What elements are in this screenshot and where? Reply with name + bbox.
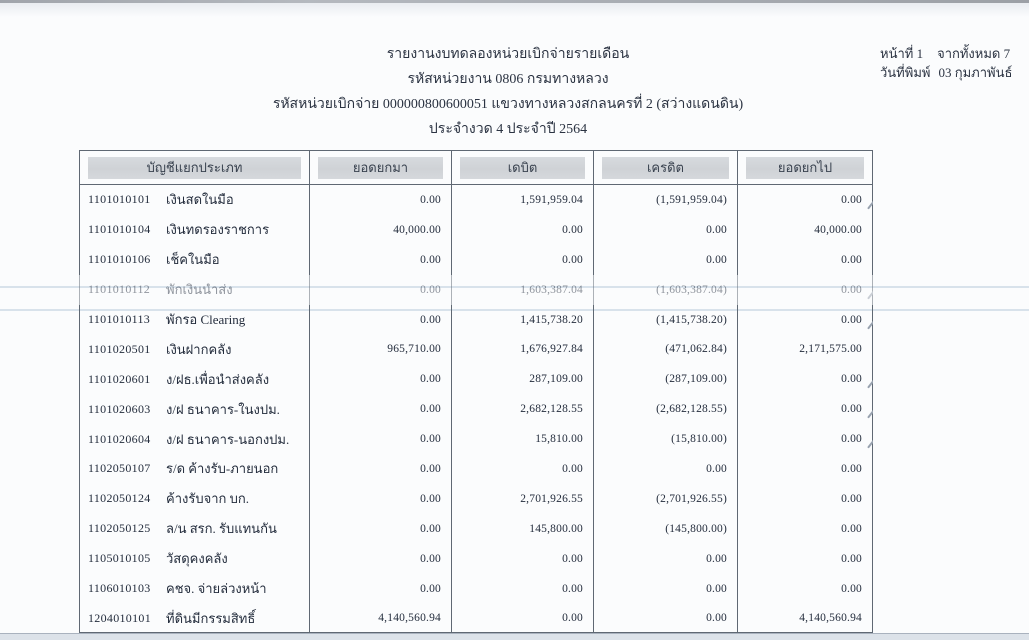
account-code: 1101020604 xyxy=(88,431,151,446)
account-cell xyxy=(79,394,310,424)
debit-amount: 0.00 xyxy=(452,245,594,275)
account-code: 1106010103 xyxy=(88,581,151,596)
table-row xyxy=(79,364,873,394)
balance-amount: 0.00 xyxy=(738,185,873,215)
column-header-label: ยอดยกไป xyxy=(746,157,864,179)
debit-amount: 2,701,926.55 xyxy=(452,484,594,514)
credit-amount: 0.00 xyxy=(594,454,738,484)
account-code: 1101010106 xyxy=(88,252,151,267)
header-cell-debit xyxy=(452,151,594,184)
account-cell xyxy=(79,544,310,574)
table-row xyxy=(79,544,873,574)
carry-forward-amount: 40,000.00 xyxy=(310,215,452,245)
debit-amount: 1,676,927.84 xyxy=(452,334,594,364)
carry-forward-amount: 0.00 xyxy=(310,514,452,544)
debit-amount: 1,603,387.04 xyxy=(452,275,594,305)
balance-amount: 0.00 xyxy=(738,514,873,544)
account-name: เงินสดในมือ xyxy=(166,192,234,208)
carry-forward-amount: 0.00 xyxy=(310,305,452,335)
table-row xyxy=(79,215,873,245)
account-name: ง/ฝ ธนาคาร-ในงปม. xyxy=(166,401,280,417)
table-bottom-border xyxy=(79,632,873,633)
account-name: เงินทดรองราชการ xyxy=(166,222,270,238)
credit-amount: (1,603,387.04) xyxy=(594,275,738,305)
account-cell xyxy=(79,334,310,364)
debit-amount: 1,415,738.20 xyxy=(452,305,594,335)
account-cell xyxy=(79,215,310,245)
account-cell xyxy=(79,364,310,394)
account-code: 1102050107 xyxy=(88,461,151,476)
balance-amount: 0.00 xyxy=(738,454,873,484)
balance-amount: 0.00 xyxy=(738,305,873,335)
table-row xyxy=(79,334,873,364)
balance-amount: 4,140,560.94 xyxy=(738,603,873,633)
carry-forward-amount: 0.00 xyxy=(310,394,452,424)
credit-amount: (287,109.00) xyxy=(594,364,738,394)
account-code: 1105010105 xyxy=(88,551,151,566)
page-total: จากทั้งหมด 7 xyxy=(937,46,1011,61)
balance-amount: 0.00 xyxy=(738,544,873,574)
carry-forward-amount: 0.00 xyxy=(310,454,452,484)
account-code: 1101010104 xyxy=(88,222,151,237)
account-cell xyxy=(79,454,310,484)
balance-amount: 0.00 xyxy=(738,245,873,275)
account-code: 1101010113 xyxy=(88,312,151,326)
credit-amount: (1,415,738.20) xyxy=(594,305,738,335)
table-row xyxy=(79,305,873,335)
debit-amount: 145,800.00 xyxy=(452,514,594,544)
account-code: 1101010101 xyxy=(88,192,151,207)
balance-amount: 0.00 xyxy=(738,484,873,514)
debit-amount: 0.00 xyxy=(452,603,594,633)
account-cell xyxy=(79,603,310,633)
account-code: 1101020501 xyxy=(88,341,151,356)
page-info xyxy=(880,44,1025,82)
debit-amount: 0.00 xyxy=(452,454,594,484)
table-row xyxy=(79,185,873,215)
page-number: หน้าที่ 1 xyxy=(880,46,924,61)
table-row xyxy=(79,454,873,484)
account-name: เงินฝากคลัง xyxy=(166,341,232,357)
account-code: 1101010112 xyxy=(88,282,151,297)
debit-amount: 2,682,128.55 xyxy=(452,394,594,424)
account-cell xyxy=(79,424,310,454)
account-cell xyxy=(79,574,310,604)
carry-forward-amount: 4,140,560.94 xyxy=(310,603,452,633)
balance-amount: 40,000.00 xyxy=(738,215,873,245)
carry-forward-amount: 0.00 xyxy=(310,574,452,604)
table-row xyxy=(79,514,873,544)
account-name: วัสดุคงคลัง xyxy=(166,551,228,567)
column-header-label: เดบิต xyxy=(460,157,585,179)
table-row xyxy=(79,484,873,514)
account-code: 1204010101 xyxy=(88,610,151,625)
column-header-label: เครดิต xyxy=(602,157,729,179)
print-date-line xyxy=(880,63,1025,82)
disbursement-unit-line: รหัสหน่วยเบิกจ่าย 000000800600051 แขวงทางหลวงสกลนครที่ 2 (สว่างแดนดิน) xyxy=(272,97,744,112)
table-row xyxy=(79,275,873,305)
credit-amount: (2,701,926.55) xyxy=(594,484,738,514)
account-name: พักเงินนำส่ง xyxy=(166,282,233,298)
table-body xyxy=(79,185,873,633)
balance-amount: 0.00 xyxy=(738,424,873,454)
account-code: 1102050125 xyxy=(88,521,151,536)
account-name: เช็คในมือ xyxy=(166,252,220,268)
credit-amount: (145,800.00) xyxy=(594,514,738,544)
account-cell xyxy=(79,245,310,275)
credit-amount: (15,810.00) xyxy=(594,424,738,454)
trial-balance-table xyxy=(79,150,873,633)
credit-amount: 0.00 xyxy=(594,245,738,275)
carry-forward-amount: 0.00 xyxy=(310,245,452,275)
account-cell xyxy=(79,514,310,544)
table-header-row xyxy=(79,150,873,185)
account-name: ง/ฝธ.เพื่อนำส่งคลัง xyxy=(166,371,270,387)
account-cell xyxy=(79,484,310,514)
table-row xyxy=(79,245,873,275)
credit-amount: (2,682,128.55) xyxy=(594,394,738,424)
header-cell-carry-forward xyxy=(310,151,452,184)
column-header-label: ยอดยกมา xyxy=(318,157,443,179)
account-name: คชจ. จ่ายล่วงหน้า xyxy=(166,581,267,597)
debit-amount: 0.00 xyxy=(452,544,594,574)
report-header xyxy=(148,42,868,142)
debit-amount: 0.00 xyxy=(452,574,594,604)
balance-amount: 0.00 xyxy=(738,275,873,305)
table-row xyxy=(79,603,873,633)
credit-amount: 0.00 xyxy=(594,544,738,574)
credit-amount: 0.00 xyxy=(594,215,738,245)
account-name: ล/น สรก. รับแทนกัน xyxy=(166,521,277,537)
carry-forward-amount: 965,710.00 xyxy=(310,334,452,364)
account-cell xyxy=(79,185,310,215)
carry-forward-amount: 0.00 xyxy=(310,364,452,394)
table-row xyxy=(79,424,873,454)
scan-artifact-top-haze xyxy=(0,3,1029,17)
account-cell xyxy=(79,275,310,305)
balance-amount: 0.00 xyxy=(738,394,873,424)
account-code: 1101020601 xyxy=(88,371,151,386)
page-number-line xyxy=(880,44,1025,63)
column-header-label: บัญชีแยกประเภท xyxy=(88,157,301,179)
header-cell-account xyxy=(79,151,310,184)
carry-forward-amount: 0.00 xyxy=(310,185,452,215)
credit-amount: (471,062.84) xyxy=(594,334,738,364)
debit-amount: 1,591,959.04 xyxy=(452,185,594,215)
account-code: 1102050124 xyxy=(88,491,151,506)
debit-amount: 0.00 xyxy=(452,215,594,245)
account-name: พักรอ Clearing xyxy=(166,312,246,327)
carry-forward-amount: 0.00 xyxy=(310,544,452,574)
report-title: รายงานงบทดลองหน่วยเบิกจ่ายรายเดือน xyxy=(386,47,630,62)
header-cell-credit xyxy=(594,151,738,184)
print-date-label: วันที่พิมพ์ xyxy=(880,65,931,80)
balance-amount: 0.00 xyxy=(738,574,873,604)
balance-amount: 0.00 xyxy=(738,364,873,394)
account-name: ที่ดินมีกรรมสิทธิ์ xyxy=(166,610,256,626)
table-row xyxy=(79,574,873,604)
account-name: ร/ด ค้างรับ-ภายนอก xyxy=(166,461,279,477)
credit-amount: (1,591,959.04) xyxy=(594,185,738,215)
carry-forward-amount: 0.00 xyxy=(310,424,452,454)
credit-amount: 0.00 xyxy=(594,574,738,604)
balance-amount: 2,171,575.00 xyxy=(738,334,873,364)
carry-forward-amount: 0.00 xyxy=(310,484,452,514)
print-date: 03 กุมภาพันธ์ xyxy=(938,65,1013,80)
header-cell-balance xyxy=(738,151,873,184)
debit-amount: 287,109.00 xyxy=(452,364,594,394)
period-line: ประจำงวด 4 ประจำปี 2564 xyxy=(428,122,588,137)
account-name: ง/ฝ ธนาคาร-นอกงปม. xyxy=(166,431,290,447)
credit-amount: 0.00 xyxy=(594,603,738,633)
debit-amount: 15,810.00 xyxy=(452,424,594,454)
account-name: ค้างรับจาก บก. xyxy=(166,491,249,507)
agency-code-line: รหัสหน่วยงาน 0806 กรมทางหลวง xyxy=(407,72,609,87)
account-cell xyxy=(79,305,310,335)
account-code: 1101020603 xyxy=(88,401,151,416)
carry-forward-amount: 0.00 xyxy=(310,275,452,305)
scan-artifact-bottom-band xyxy=(0,633,1029,640)
table-row xyxy=(79,394,873,424)
